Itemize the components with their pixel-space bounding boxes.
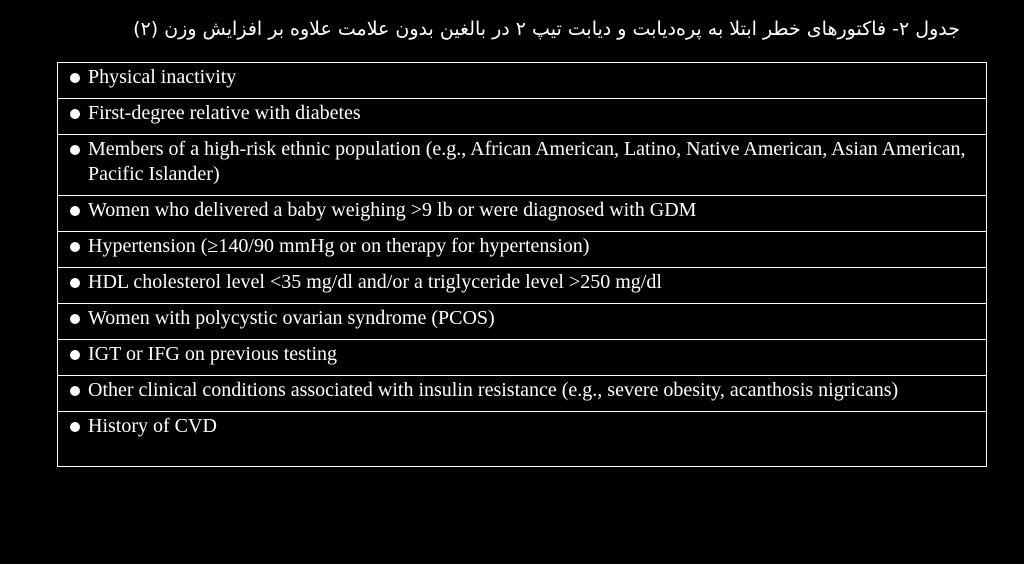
bullet-icon [70, 242, 80, 252]
table-caption: جدول ۲- فاکتورهای خطر ابتلا به پره‌دیابت و دیابت تیپ ۲ در بالغین بدون علامت علاوه بر افزایش وزن (۲) [133, 18, 960, 40]
bullet-icon [70, 314, 80, 324]
table-row [58, 304, 986, 340]
row-text: Physical inactivity [88, 66, 237, 88]
table-row [58, 376, 986, 412]
table-row [58, 63, 986, 99]
bullet-icon [70, 278, 80, 288]
bullet-icon [70, 73, 80, 83]
table-row [58, 340, 986, 376]
bullet-icon [70, 109, 80, 119]
table-row [58, 412, 986, 466]
row-text: Other clinical conditions associated with insulin resistance (e.g., severe obesity, acanthosis nigricans) [88, 379, 899, 401]
row-text: IGT or IFG on previous testing [88, 343, 338, 365]
row-text: Women who delivered a baby weighing >9 lb or were diagnosed with GDM [88, 199, 697, 221]
table-row [58, 268, 986, 304]
row-text: History of CVD [88, 415, 217, 437]
bullet-icon [70, 422, 80, 432]
row-text: Women with polycystic ovarian syndrome (PCOS) [88, 307, 495, 329]
bullet-icon [70, 206, 80, 216]
table-row [58, 99, 986, 135]
table-row [58, 232, 986, 268]
row-text: First-degree relative with diabetes [88, 102, 361, 124]
bullet-icon [70, 145, 80, 155]
bullet-icon [70, 386, 80, 396]
table-row [58, 135, 986, 196]
table-row [58, 196, 986, 232]
bullet-icon [70, 350, 80, 360]
row-text: HDL cholesterol level <35 mg/dl and/or a triglyceride level >250 mg/dl [88, 271, 662, 293]
row-text: Hypertension (≥140/90 mmHg or on therapy for hypertension) [88, 235, 590, 257]
risk-factors-table [57, 62, 987, 467]
row-text: Members of a high-risk ethnic population (e.g., African American, Latino, Native American, Asian American, Pacific Islander) [88, 138, 966, 185]
